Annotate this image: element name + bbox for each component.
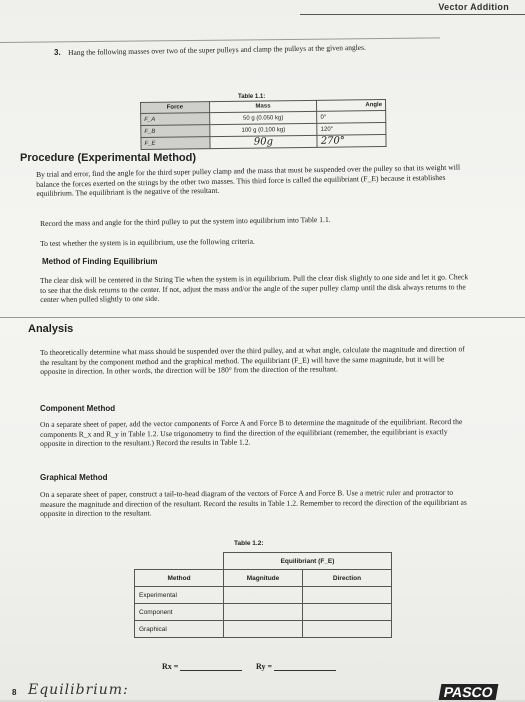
rx-field <box>162 662 242 671</box>
method-cell: Component <box>135 604 224 621</box>
analysis-heading: Analysis <box>28 323 74 335</box>
table-1-2 <box>134 552 392 638</box>
table-row <box>135 604 392 621</box>
table-row <box>135 621 392 638</box>
graphical-method-text: On a separate sheet of paper, construct a tail-to-head diagram of the vectors of Force A and Force B. Use a metric ruler and protractor to measure the magnitude and direction of the resultant. Record the results in Table 1.2. Remember to record the direction of the equilibriant as opposite in direction to the resultant. <box>40 487 467 518</box>
logo-text: PASCO <box>439 684 499 700</box>
mass-handwritten: 90g <box>210 135 318 148</box>
header-rule <box>300 14 525 15</box>
magnitude-cell[interactable] <box>224 604 303 621</box>
direction-cell[interactable] <box>303 621 392 638</box>
graphical-method-heading: Graphical Method <box>40 473 108 482</box>
procedure-paragraph-3: To test whether the system is in equilibrium, use the following criteria. <box>40 236 255 248</box>
angle-cell: 0° <box>317 110 386 123</box>
procedure-heading: Procedure (Experimental Method) <box>20 152 197 164</box>
table-header-angle: Angle <box>317 100 386 112</box>
direction-cell[interactable] <box>303 604 392 621</box>
table-group-header: Equilibriant (F_E) <box>224 553 392 570</box>
magnitude-cell[interactable] <box>224 621 303 638</box>
method-cell: Graphical <box>135 621 224 638</box>
direction-cell[interactable] <box>303 587 392 604</box>
table-row <box>141 134 386 149</box>
table-header-magnitude: Magnitude <box>224 570 303 587</box>
force-cell <box>141 113 210 126</box>
component-method-heading: Component Method <box>40 404 116 413</box>
table-header-method: Method <box>135 570 224 587</box>
equilibrium-method-heading: Method of Finding Equilibrium <box>42 257 158 266</box>
ry-field <box>256 662 336 671</box>
force-label: F_A <box>144 116 156 123</box>
angle-handwritten: 270° <box>317 134 386 147</box>
analysis-paragraph: To theoretically determine what mass should be suspended over the third pulley, and at what angle, calculate the magnitude and direction of the resultant by the component method and the graphical method. The equilibriant (F_E) will have the same magnitude, but it will be opposite in direction. In other words, the direction will be 180° from the direction of the resultant. <box>40 344 465 376</box>
table-1-2-title: Table 1.2: <box>234 540 264 547</box>
force-label: F_E <box>144 140 156 147</box>
table-header-mass: Mass <box>209 100 317 112</box>
header-title: Vector Addition <box>438 2 509 12</box>
handwritten-note: Equilibrium: <box>28 682 129 698</box>
ry-blank[interactable] <box>274 662 336 671</box>
procedure-paragraph-1: By trial and error, find the angle for the third super pulley clamp and the mass that must be suspended over the pulley so that its weight will balance the forces exerted on the strings by the other two masses. This third force is called the equilibriant (F_E) because it establishes equilibrium. The equilibriant is the negative of the resultant. <box>36 162 461 198</box>
mass-cell: 100 g (0.100 kg) <box>209 123 317 136</box>
magnitude-cell[interactable] <box>224 587 303 604</box>
page-number: 8 <box>12 688 17 697</box>
force-cell <box>141 125 210 138</box>
table-row <box>135 587 392 604</box>
section-divider <box>0 317 525 318</box>
table-1-1-title: Table 1.1: <box>238 94 266 100</box>
rx-blank[interactable] <box>180 662 242 671</box>
component-method-text: On a separate sheet of paper, add the vector components of Force A and Force B to determine the magnitude of the equilibriant. Record the components R_x and R_y in Table 1.2. Use trigonometry to find the direction of the equilibriant (remember, the equilibriant is exactly opposite in direction to the resultant.) Record the results in Table 1.2. <box>40 417 463 448</box>
table-header-direction: Direction <box>303 570 392 587</box>
equilibrium-method-text: The clear disk will be centered in the String Tie when the system is in equilibrium. Pull the clear disk slightly to one side and let it go. Check to see that the disk returns to the center. If not, adjust the mass and/or the angle of the super pulley clamp until the disk always returns to the center when pulled slightly to one side. <box>40 272 469 304</box>
empty-corner <box>135 553 224 570</box>
table-header-force: Force <box>141 102 210 114</box>
method-cell: Experimental <box>135 587 224 604</box>
force-cell <box>141 137 210 150</box>
procedure-paragraph-2: Record the mass and angle for the third pulley to put the system into equilibrium into Table 1.1. <box>40 214 331 228</box>
force-label: F_B <box>144 128 156 135</box>
question-number: 3. <box>54 48 61 57</box>
ry-label: Ry = <box>256 662 273 671</box>
rx-label: Rx = <box>162 662 179 671</box>
question-text: Hang the following masses over two of the super pulleys and clamp the pulleys at the given angles. <box>68 42 366 57</box>
pasco-logo <box>440 684 520 700</box>
angle-cell: 120° <box>317 122 386 135</box>
table-1-1 <box>140 99 387 150</box>
mass-cell: 50 g (0.050 kg) <box>209 111 317 124</box>
